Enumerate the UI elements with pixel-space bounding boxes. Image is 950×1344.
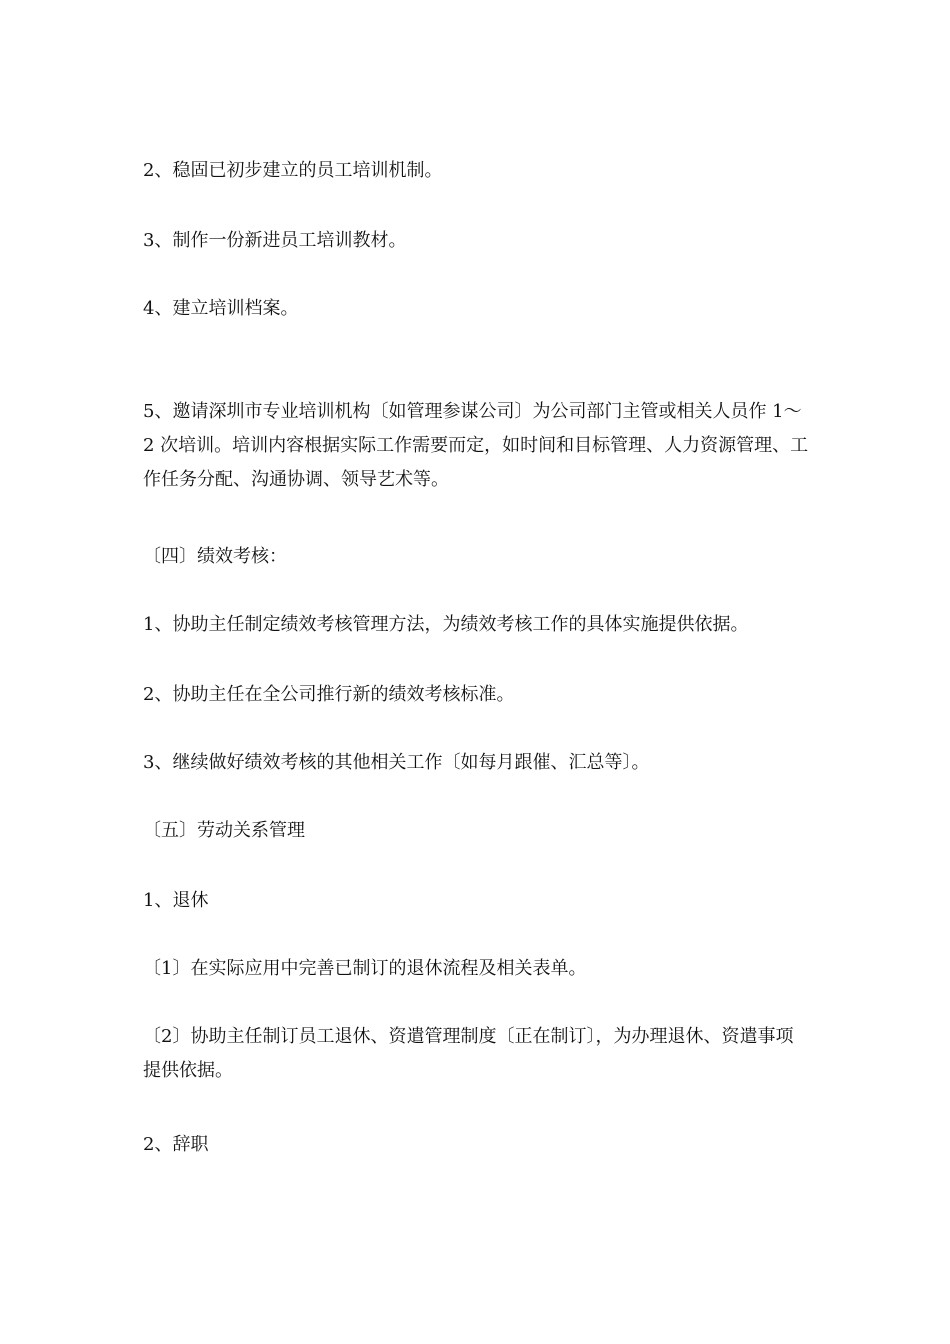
paragraph-retirement-policy: 〔2〕协助主任制订员工退休、资遣管理制度〔正在制订〕，为办理退休、资遣事项提供依据。 xyxy=(143,1026,794,1081)
paragraph-performance-standard: 2、协助主任在全公司推行新的绩效考核标准。 xyxy=(143,684,515,705)
paragraph-performance-followup: 3、继续做好绩效考核的其他相关工作〔如每月跟催、汇总等〕。 xyxy=(143,752,650,773)
paragraph-training-mechanism: 2、稳固已初步建立的员工培训机制。 xyxy=(143,160,443,181)
paragraph-retirement-process: 〔1〕在实际应用中完善已制订的退休流程及相关表单。 xyxy=(143,958,587,979)
paragraph-external-training: 5、邀请深圳市专业培训机构〔如管理参谋公司〕为公司部门主管或相关人员作 1～2 次培训。培训内容根据实际工作需要而定，如时间和目标管理、人力资源管理、工作任务分配、沟通协调、领导艺术等。 xyxy=(143,401,809,490)
paragraph-training-archive: 4、建立培训档案。 xyxy=(143,298,299,319)
paragraph-performance-method: 1、协助主任制定绩效考核管理方法，为绩效考核工作的具体实施提供依据。 xyxy=(143,614,749,635)
section-heading-labor-relations: 〔五〕劳动关系管理 xyxy=(143,820,305,841)
subheading-resignation: 2、辞职 xyxy=(143,1134,209,1155)
subheading-retirement: 1、退休 xyxy=(143,890,209,911)
paragraph-training-materials: 3、制作一份新进员工培训教材。 xyxy=(143,230,407,251)
section-heading-performance: 〔四〕绩效考核： xyxy=(143,546,287,567)
